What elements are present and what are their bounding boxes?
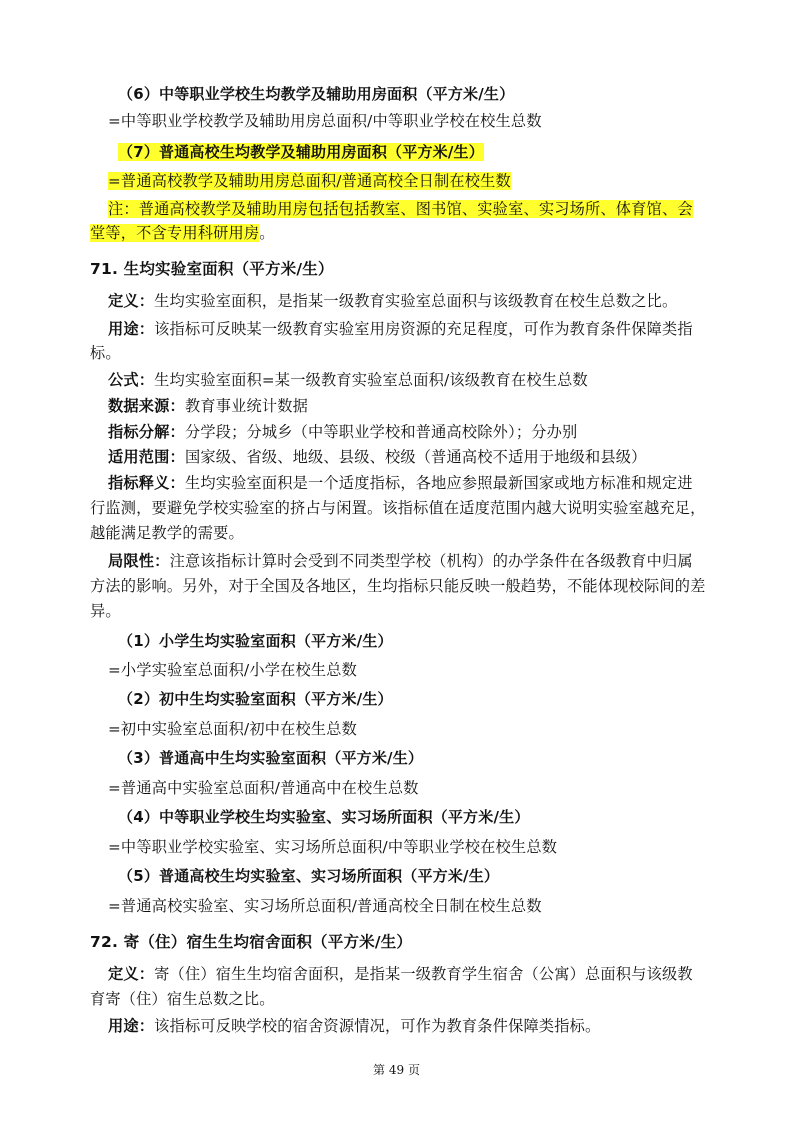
interpretation-cont-2: 越能满足教学的需要。 xyxy=(90,524,244,542)
note-line-2 xyxy=(90,222,275,244)
definition-label: 定义： xyxy=(108,292,155,310)
usage-text: 该指标可反映某一级教育实验室用房资源的充足程度，可作为教育条件保障类指 xyxy=(154,320,693,338)
formula-4: =中等职业学校实验室、实习场所总面积/中等职业学校在校生总数 xyxy=(108,838,558,856)
interpretation-cont-1: 行监测，要避免学校实验室的挤占与闲置。该指标值在适度范围内越大说明实验室越充足， xyxy=(90,499,706,517)
definition-72-cont: 育寄（住）宿生总数之比。 xyxy=(90,990,275,1008)
usage-label: 用途： xyxy=(108,1017,155,1035)
subheading-1: （1）小学生均实验室面积（平方米/生） xyxy=(118,632,393,650)
definition-text: 生均实验室面积，是指某一级教育实验室总面积与该级教育在校生总数之比。 xyxy=(154,292,678,310)
formula-2: =初中实验室总面积/初中在校生总数 xyxy=(108,720,358,738)
note-line-1 xyxy=(108,198,693,220)
definition-text: 寄（住）宿生生均宿舍面积，是指某一级教育学生宿舍（公寓）总面积与该级教 xyxy=(154,965,693,983)
interpretation xyxy=(108,472,693,494)
formula-7 xyxy=(108,170,511,192)
usage-cont: 标。 xyxy=(90,344,121,362)
subheading-6: （6）中等职业学校生均教学及辅助用房面积（平方米/生） xyxy=(118,85,515,103)
limitation-cont-1: 方法的影响。另外，对于全国及各地区，生均指标只能反映一般趋势，不能体现校际间的差 xyxy=(90,577,706,595)
formula-1: =小学实验室总面积/小学在校生总数 xyxy=(108,661,358,679)
usage xyxy=(108,318,693,340)
limitation-cont-2: 异。 xyxy=(90,602,121,620)
breakdown xyxy=(108,421,577,443)
scope xyxy=(108,446,647,468)
section-heading-72: 72. 寄（住）宿生生均宿舍面积（平方米/生） xyxy=(90,933,413,951)
limitation-label: 局限性： xyxy=(108,552,170,570)
data-source-text: 教育事业统计数据 xyxy=(184,397,309,415)
interpretation-label: 指标释义： xyxy=(108,474,185,492)
usage-text: 该指标可反映学校的宿舍资源情况，可作为教育条件保障类指标。 xyxy=(154,1017,601,1035)
section-heading-71: 71. 生均实验室面积（平方米/生） xyxy=(90,260,334,278)
breakdown-text: 分学段；分城乡（中等职业学校和普通高校除外）；分办别 xyxy=(184,423,578,441)
usage-label: 用途： xyxy=(108,320,155,338)
definition-72 xyxy=(108,963,693,985)
highlighted-text: （7）普通高校生均教学及辅助用房面积（平方米/生） xyxy=(118,143,484,161)
subheading-2: （2）初中生均实验室面积（平方米/生） xyxy=(118,690,393,708)
interpretation-text: 生均实验室面积是一个适度指标，各地应参照最新国家或地方标准和规定进 xyxy=(184,474,693,492)
scope-text: 国家级、省级、地级、县级、校级（普通高校不适用于地级和县级） xyxy=(184,448,647,466)
definition xyxy=(108,290,677,312)
highlighted-text: 注：普通高校教学及辅助用房包括包括教室、图书馆、实验室、实习场所、体育馆、会 xyxy=(108,200,693,218)
period: 。 xyxy=(259,224,275,242)
data-source xyxy=(108,395,308,417)
subheading-4: （4）中等职业学校生均实验室、实习场所面积（平方米/生） xyxy=(118,808,530,826)
formula-text: 生均实验室面积=某一级教育实验室总面积/该级教育在校生总数 xyxy=(154,371,588,389)
page-number: 第 49 页 xyxy=(373,1063,420,1077)
definition-label: 定义： xyxy=(108,965,155,983)
subheading-5: （5）普通高校生均实验室、实习场所面积（平方米/生） xyxy=(118,867,500,885)
limitation xyxy=(108,550,693,572)
scope-label: 适用范围： xyxy=(108,448,185,466)
formula-3: =普通高中实验室总面积/普通高中在校生总数 xyxy=(108,779,419,797)
breakdown-label: 指标分解： xyxy=(108,423,185,441)
formula xyxy=(108,369,588,391)
highlighted-text: 堂等，不含专用科研用房 xyxy=(90,224,260,242)
limitation-text: 注意该指标计算时会受到不同类型学校（机构）的办学条件在各级教育中归属 xyxy=(169,552,693,570)
usage-72 xyxy=(108,1015,600,1037)
subheading-7 xyxy=(118,141,484,163)
formula-6: =中等职业学校教学及辅助用房总面积/中等职业学校在校生总数 xyxy=(108,112,542,130)
formula-5: =普通高校实验室、实习场所总面积/普通高校全日制在校生总数 xyxy=(108,897,542,915)
highlighted-text: =普通高校教学及辅助用房总面积/普通高校全日制在校生数 xyxy=(108,172,511,190)
data-source-label: 数据来源： xyxy=(108,397,185,415)
subheading-3: （3）普通高中生均实验室面积（平方米/生） xyxy=(118,749,424,767)
formula-label: 公式： xyxy=(108,371,155,389)
